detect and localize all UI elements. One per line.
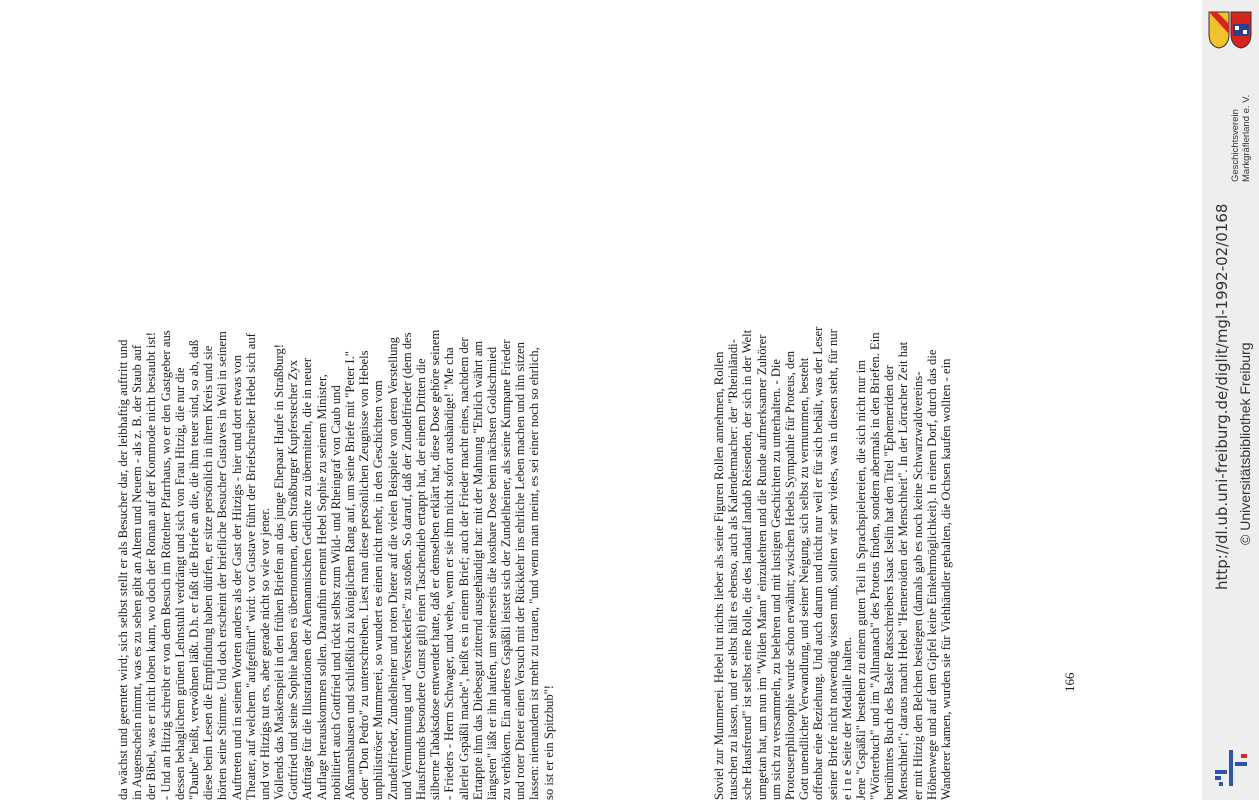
text-line: nobilitiert auch Gottfried und rückt selbst zum Wild- und Rheingraf von Caub und xyxy=(328,385,343,800)
text-line: offenbar eine Beziehung. Und auch darum und nicht nur weil er für sich behält, was der Leser xyxy=(811,326,826,800)
text-line: hörten seine Stimme. Und doch erscheint der briefliche Besucher Gustaves in Weil in seinem xyxy=(215,331,230,800)
text-line: und vor Hitzigs tut ers, aber gerade nicht so wie vor jener. xyxy=(257,507,272,800)
society-name-line-1: Geschichtsverein xyxy=(1230,109,1241,182)
text-line: dessen behaglichem grünen Lehnstuhl verdrängt und sich von Frau Hitzig, die nur die xyxy=(172,367,187,800)
text-line: Menschheit"; daraus macht Hebel "Hemeroiden der Menschheit". In der Lörracher Zeit hat xyxy=(896,341,911,800)
text-line: zu verhökern. Ein anderes Gspäßli leistet sich der Zundelheiner, als seine Kumpane Frieder xyxy=(499,339,514,800)
text-line: oder "Don Pedro" zu unterschreiben. Liest man diese persönlichen Zeugnisse von Hebels xyxy=(357,350,372,800)
text-line: Vollends das Maskenspiel in den frühen Briefen an das junge Ehepaar Haufe in Straßburg! xyxy=(272,344,287,800)
text-line: sche Hausfreund" ist selbst eine Rolle, die des landauf landab Reisenden, der sich in der Welt xyxy=(740,329,755,800)
text-line: Höhenwege und auf dem Gipfel keine Einkehrmöglichkeit). In einem Dorf, durch das die xyxy=(924,349,939,800)
text-line: Aufträge für die Illustrationen der Alemannischen Gedichte zu übermitteln, die in neuer xyxy=(300,357,315,800)
text-line: da wächst und geerntet wird; sich selbst stellt er als Besucher dar, der leibhaftig auftritt und xyxy=(116,339,130,800)
ub-freiburg-logo-icon xyxy=(1211,748,1251,788)
text-line: und roter Dieter einen Versuch mit der Rückkehr ins ehrliche Leben machen und ihn sitzen xyxy=(513,342,528,800)
text-line: um sich zu versammeln, zu belehren und mit lustigen Geschichten zu unterhalten. - Die xyxy=(768,359,783,800)
text-line: berühmtes Buch des Basler Ratsschreibers Isaac Iselin hat den Titel "Ephemeriden der xyxy=(882,365,897,800)
text-line: der Bibel, was er nicht loben kann, wo doch der Roman auf der Kommode nicht bestaubt ist! xyxy=(144,332,159,800)
text-line: Theater, auf welchem "aufgeführt" wird: vor Gustave führt der Briefschreiber Hebel sich auf xyxy=(243,333,258,800)
text-line: - Und an Hitzig schreibt er von dem Besuch im Röttelner Pfarrhaus, wo er den Gastgeber aus xyxy=(158,330,173,800)
text-column-2 xyxy=(712,100,953,800)
text-line: längsten" läßt er ihn laufen, um seinerseits die kostbare Dose beim nächsten Goldschmied xyxy=(484,346,499,800)
text-line: e i n e Seite der Medaille halten. xyxy=(839,637,854,800)
text-line: unphiliströser Mummerei, so wundert es einen nicht mehr, in den Geschichten vom xyxy=(371,380,386,800)
text-line: Gott unendlicher Verwandlung, und seiner Neigung, sich selbst zu vermummen, besteht xyxy=(797,357,812,800)
text-line: Auflage herauskommen sollen. Daraufhin ernennt Hebel Sophie zu seinem Minister, xyxy=(314,374,329,800)
text-line: - Frieders - Herrn Schwager, und wehe, wenn er sie ihm nicht sofort aushändige! "Me cha xyxy=(442,347,457,800)
text-line: tauschen zu lassen, und er selbst hält es ebenso, auch als Kalendermacher: der "Rheinländi- xyxy=(726,339,741,800)
text-line: "Wörterbuch" und im "Allmanach" des Proteus finden, sondern abermals in den Briefen. Ein xyxy=(868,332,883,800)
text-line: Gottfried und seine Sophie haben es übernommen, dem Straßburger Kupferstecher Zyx xyxy=(286,359,301,800)
text-line: Ertappte ihm das Diebesgut zitternd ausgehändigt hat: mit der Mahnung "Ehrlich währt am xyxy=(470,340,485,800)
text-line: silberne Tabaksdose entwendet hatte, daß er demselben erklärt hat, diese Dose gehöre seinem xyxy=(428,329,443,800)
text-line: seiner Briefe nicht notwendig wissen muß, sollten wir sehr vieles, was in diesen steht, für nur xyxy=(825,329,840,800)
text-line: allerlei Gspäßli mache", heißt es in einem Brief; auch der Frieder macht eines, nachdem der xyxy=(456,337,471,800)
text-line: Wanderer kamen, wurden sie für Viehhändler gehalten, die Ochsen kaufen wollten - ein xyxy=(939,358,953,800)
text-line: er mit Hitzig den Belchen bestiegen (damals gab es noch keine Schwarzwaldvereins- xyxy=(910,371,925,800)
coat-of-arms-icon xyxy=(1207,10,1253,50)
text-line: so ist er ein Spitzbub"! xyxy=(541,685,556,800)
text-line: "Daube" heißt, verwöhnen läßt. D.h. er faßt die Briefe an die, die ihm teuer sind, so ab, daß xyxy=(186,339,201,800)
text-line: und Vermummung und "Versteckerles" zu stoßen. So darauf, daß der Zundelfrieder (dem des xyxy=(399,332,414,800)
text-line: Zundelfrieder, Zundelheiner und roten Dieter auf die vielen Beispiele von deren Verstellung xyxy=(385,337,400,800)
text-line: Hausfreunds besondere Gunst gilt) einen Taschendieb ertappt hat, der einem Dritten die xyxy=(413,358,428,800)
page-number: 166 xyxy=(1062,672,1077,692)
library-copyright: © Universitätsbibliothek Freiburg xyxy=(1237,342,1253,545)
text-line: Proteuserphilosophie wurde schon erwähnt; zwischen Hebels Sympathie für Proteus, den xyxy=(782,350,797,800)
text-line: diese beim Lesen die Empfindung haben dürfen, er sitze persönlich in ihrem Kreis und sie xyxy=(201,345,216,800)
document-url[interactable]: http://dl.ub.uni-freiburg.de/diglit/mgl-1992-02/0168 xyxy=(1213,203,1231,590)
text-line: Soviel zur Mummerei. Hebel tut nichts lieber als seine Figuren Rollen annehmen, Rollen xyxy=(712,351,726,800)
society-name-line-2: Markgräflerland e. V. xyxy=(1241,94,1252,182)
text-line: Aßmannshausen und schließlich zu königlichem Rang auf, um seine Briefe mit "Peter I." xyxy=(343,351,357,800)
text-line: Auftreten und in seinen Worten anders als der Gast der Hitzigs - hier und dort etwas von xyxy=(229,354,244,800)
text-line: lassen: niemandem ist mehr zu trauen, "und wenn man meint, es sei einer noch so ehrlich, xyxy=(527,347,542,800)
text-line: umgetan hat, um nun im "Wilden Mann" einzukehren und die Runde aufmerksamer Zuhörer xyxy=(754,334,769,800)
text-line: in Augenschein nimmt, was es zu sehen gibt an Altem und Neuem - als z. B. der Staub auf xyxy=(130,344,145,800)
text-column-1 xyxy=(116,100,556,800)
text-line: Jene "Gspäßli" bestehen zu einem guten Teil in Sprachspielereien, die sich nicht nur im xyxy=(853,359,868,800)
